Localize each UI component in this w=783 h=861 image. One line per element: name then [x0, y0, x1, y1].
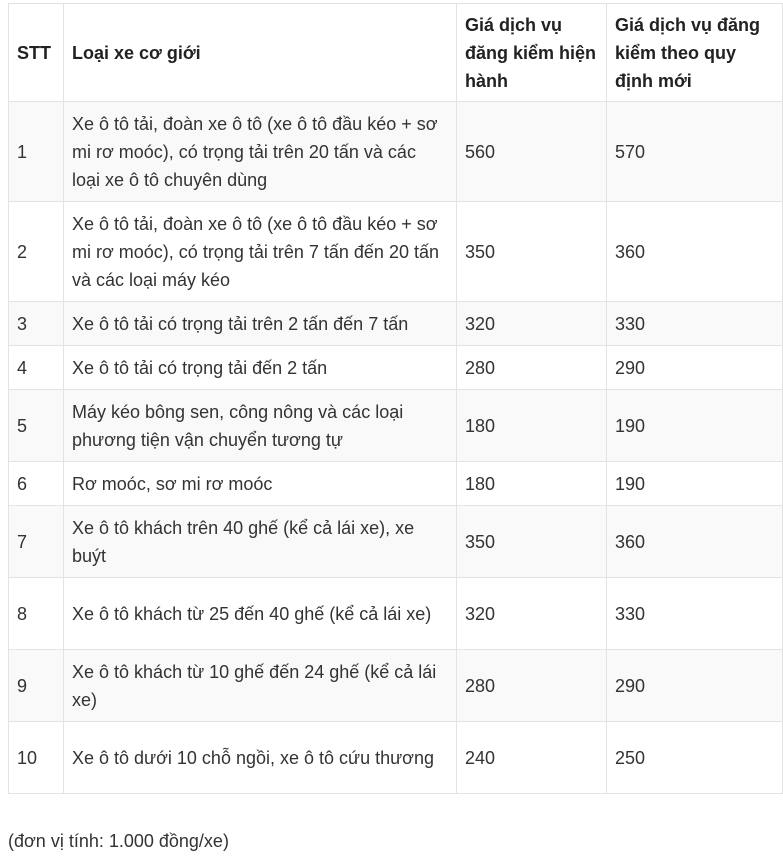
cell-stt: 1: [9, 102, 64, 202]
cell-new-price: 570: [607, 102, 783, 202]
cell-stt: 7: [9, 506, 64, 578]
cell-stt: 4: [9, 346, 64, 390]
cell-new-price: 290: [607, 650, 783, 722]
table-row: [9, 390, 783, 462]
cell-vehicle-type: Xe ô tô dưới 10 chỗ ngồi, xe ô tô cứu thương: [64, 722, 457, 794]
cell-current-price: 180: [457, 462, 607, 506]
table-row: [9, 102, 783, 202]
cell-new-price: 250: [607, 722, 783, 794]
cell-vehicle-type: Xe ô tô tải, đoàn xe ô tô (xe ô tô đầu kéo + sơ mi rơ moóc), có trọng tải trên 20 tấn và các loại xe ô tô chuyên dùng: [64, 102, 457, 202]
cell-vehicle-type: Xe ô tô khách trên 40 ghế (kể cả lái xe), xe buýt: [64, 506, 457, 578]
table-row: [9, 578, 783, 650]
cell-stt: 9: [9, 650, 64, 722]
header-stt: STT: [9, 4, 64, 102]
cell-stt: 8: [9, 578, 64, 650]
cell-vehicle-type: Xe ô tô tải, đoàn xe ô tô (xe ô tô đầu kéo + sơ mi rơ moóc), có trọng tải trên 7 tấn đến 20 tấn và các loại máy kéo: [64, 202, 457, 302]
cell-new-price: 360: [607, 202, 783, 302]
table-row: [9, 302, 783, 346]
cell-vehicle-type: Xe ô tô khách từ 25 đến 40 ghế (kể cả lái xe): [64, 578, 457, 650]
table-row: [9, 346, 783, 390]
unit-note: (đơn vị tính: 1.000 đồng/xe): [8, 831, 229, 851]
cell-stt: 5: [9, 390, 64, 462]
table-header-row: [9, 4, 783, 102]
cell-stt: 2: [9, 202, 64, 302]
cell-current-price: 240: [457, 722, 607, 794]
cell-current-price: 280: [457, 650, 607, 722]
header-vehicle-type: Loại xe cơ giới: [64, 4, 457, 102]
table-row: [9, 722, 783, 794]
cell-new-price: 290: [607, 346, 783, 390]
cell-stt: 6: [9, 462, 64, 506]
cell-current-price: 280: [457, 346, 607, 390]
table-row: [9, 202, 783, 302]
inspection-fee-table: [8, 3, 783, 794]
cell-stt: 10: [9, 722, 64, 794]
cell-new-price: 360: [607, 506, 783, 578]
cell-vehicle-type: Xe ô tô tải có trọng tải trên 2 tấn đến 7 tấn: [64, 302, 457, 346]
cell-new-price: 330: [607, 578, 783, 650]
cell-current-price: 320: [457, 578, 607, 650]
cell-current-price: 320: [457, 302, 607, 346]
table-row: [9, 506, 783, 578]
cell-current-price: 350: [457, 202, 607, 302]
cell-new-price: 190: [607, 390, 783, 462]
header-current-price: Giá dịch vụ đăng kiểm hiện hành: [457, 4, 607, 102]
cell-vehicle-type: Xe ô tô khách từ 10 ghế đến 24 ghế (kể cả lái xe): [64, 650, 457, 722]
cell-vehicle-type: Xe ô tô tải có trọng tải đến 2 tấn: [64, 346, 457, 390]
cell-current-price: 350: [457, 506, 607, 578]
cell-new-price: 330: [607, 302, 783, 346]
cell-new-price: 190: [607, 462, 783, 506]
cell-vehicle-type: Máy kéo bông sen, công nông và các loại phương tiện vận chuyển tương tự: [64, 390, 457, 462]
cell-vehicle-type: Rơ moóc, sơ mi rơ moóc: [64, 462, 457, 506]
cell-current-price: 560: [457, 102, 607, 202]
table-row: [9, 650, 783, 722]
table-row: [9, 462, 783, 506]
header-new-price: Giá dịch vụ đăng kiểm theo quy định mới: [607, 4, 783, 102]
cell-stt: 3: [9, 302, 64, 346]
cell-current-price: 180: [457, 390, 607, 462]
